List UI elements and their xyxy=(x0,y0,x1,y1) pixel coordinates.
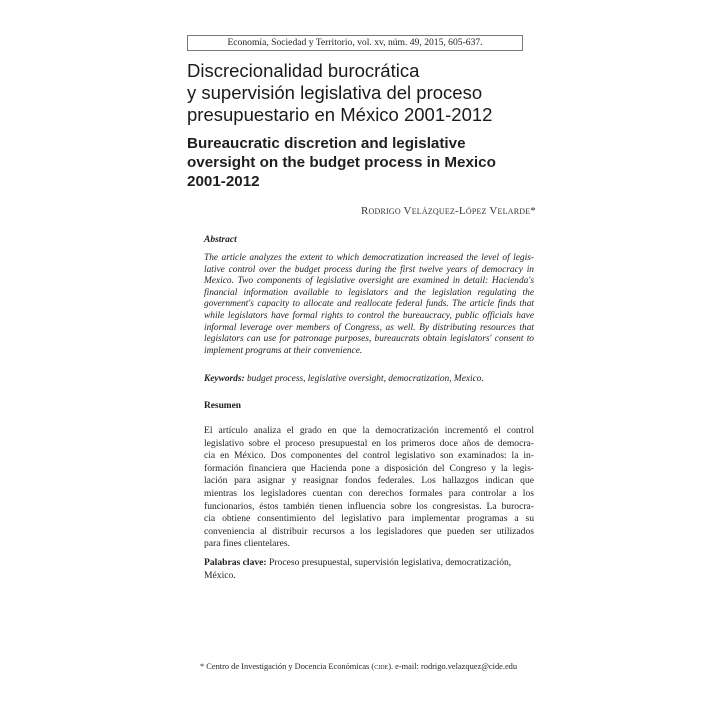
author-name: Rodrigo Velázquez-López Velarde xyxy=(360,205,531,217)
abstract-line: Mexico. Two components of legislative oversight are examined in detail: Hacienda's xyxy=(204,276,534,287)
abstract-line: informal leverage over members of Congress, as well. By distributing resources that xyxy=(204,322,534,333)
title-en-line: 2001-2012 xyxy=(187,173,260,190)
resumen-line: cia en México. Dos componentes del control legislativo son examinados: la in- xyxy=(204,450,534,462)
abstract-line: while legislators have formal rights to control the bureaucracy, public officials have xyxy=(204,310,534,321)
abstract-body xyxy=(204,253,534,357)
resumen-line: lación para asignar y reasignar fondos federales. Los hallazgos indican que xyxy=(204,475,534,487)
journal-citation-header xyxy=(187,35,523,51)
abstract-line: The article analyzes the extent to which democratization increased the level of legis- xyxy=(204,253,534,263)
palabras-clave xyxy=(204,557,534,582)
title-es-line: y supervisión legislativa del proceso xyxy=(187,82,483,103)
resumen-line: mientras los legisladores cuentan con derechos formales para controlar a los xyxy=(204,487,534,499)
keywords-label: Keywords: xyxy=(204,374,245,384)
footnote-acronym: cide xyxy=(374,662,389,671)
resumen-line: cia obtiene consentimiento del legislativo para implementar programas a su xyxy=(204,513,534,525)
resumen-heading: Resumen xyxy=(204,401,241,411)
title-en-line: oversight on the budget process in Mexico xyxy=(187,154,496,171)
abstract-line: legislators can use for patronage purposes, bureaucrats obtain legislators' consent to xyxy=(204,334,534,345)
title-es-line: Discrecionalidad burocrática xyxy=(187,60,420,81)
abstract-line: lative control over the budget process during the first twelve years of democracy in xyxy=(204,264,534,275)
resumen-line: conveniencia al distribuir recursos a los legisladores que pueden ser utilizados xyxy=(204,525,534,537)
title-en-line: Bureaucratic discretion and legislative xyxy=(187,135,466,152)
resumen-line: legislativo sobre el proceso presupuestal en los primeros doce años de democra- xyxy=(204,437,534,449)
author-byline xyxy=(361,205,536,217)
title-es-line: presupuestario en México 2001-2012 xyxy=(187,104,493,125)
palabras-clave-label: Palabras clave: xyxy=(204,557,267,568)
resumen-line: formación financiera que Hacienda pone a disposición del Congreso y la legis- xyxy=(204,462,534,474)
resumen-body xyxy=(204,425,534,551)
author-footnote-marker: * xyxy=(530,205,536,217)
resumen-line: funcionarios, éstos también tienen influencia sobre los congresistas. La burocra- xyxy=(204,500,534,512)
resumen-line: El artículo analiza el grado en que la democratización incrementó el control xyxy=(204,425,534,436)
journal-citation: Economía, Sociedad y Territorio, vol. xv, núm. 49, 2015, 605-637. xyxy=(227,37,483,48)
palabras-clave-text: Proceso presupuestal, supervisión legislativa, democratización, xyxy=(269,557,512,568)
abstract-line: government's capacity to allocate and reallocate federal funds. The article finds that xyxy=(204,299,534,310)
palabras-clave-text-cont: México. xyxy=(204,569,236,581)
abstract-heading: Abstract xyxy=(204,235,237,245)
footnote-email: ). e-mail: rodrigo.velazquez@cide.edu xyxy=(388,662,518,671)
keywords xyxy=(204,374,534,384)
abstract-line: implement programs at their convenience. xyxy=(204,345,363,356)
footnote-text: Centro de Investigación y Docencia Económicas ( xyxy=(206,662,375,671)
keywords-text: budget process, legislative oversight, democratization, Mexico. xyxy=(246,374,484,384)
resumen-line: para fines clientelares. xyxy=(204,538,291,550)
author-affiliation-footnote xyxy=(200,662,540,671)
abstract-line: financial information available to legislators and the legislation regulating the xyxy=(204,287,534,298)
footnote-marker: * xyxy=(200,662,205,671)
title-english xyxy=(187,134,547,191)
title-spanish xyxy=(187,60,547,126)
